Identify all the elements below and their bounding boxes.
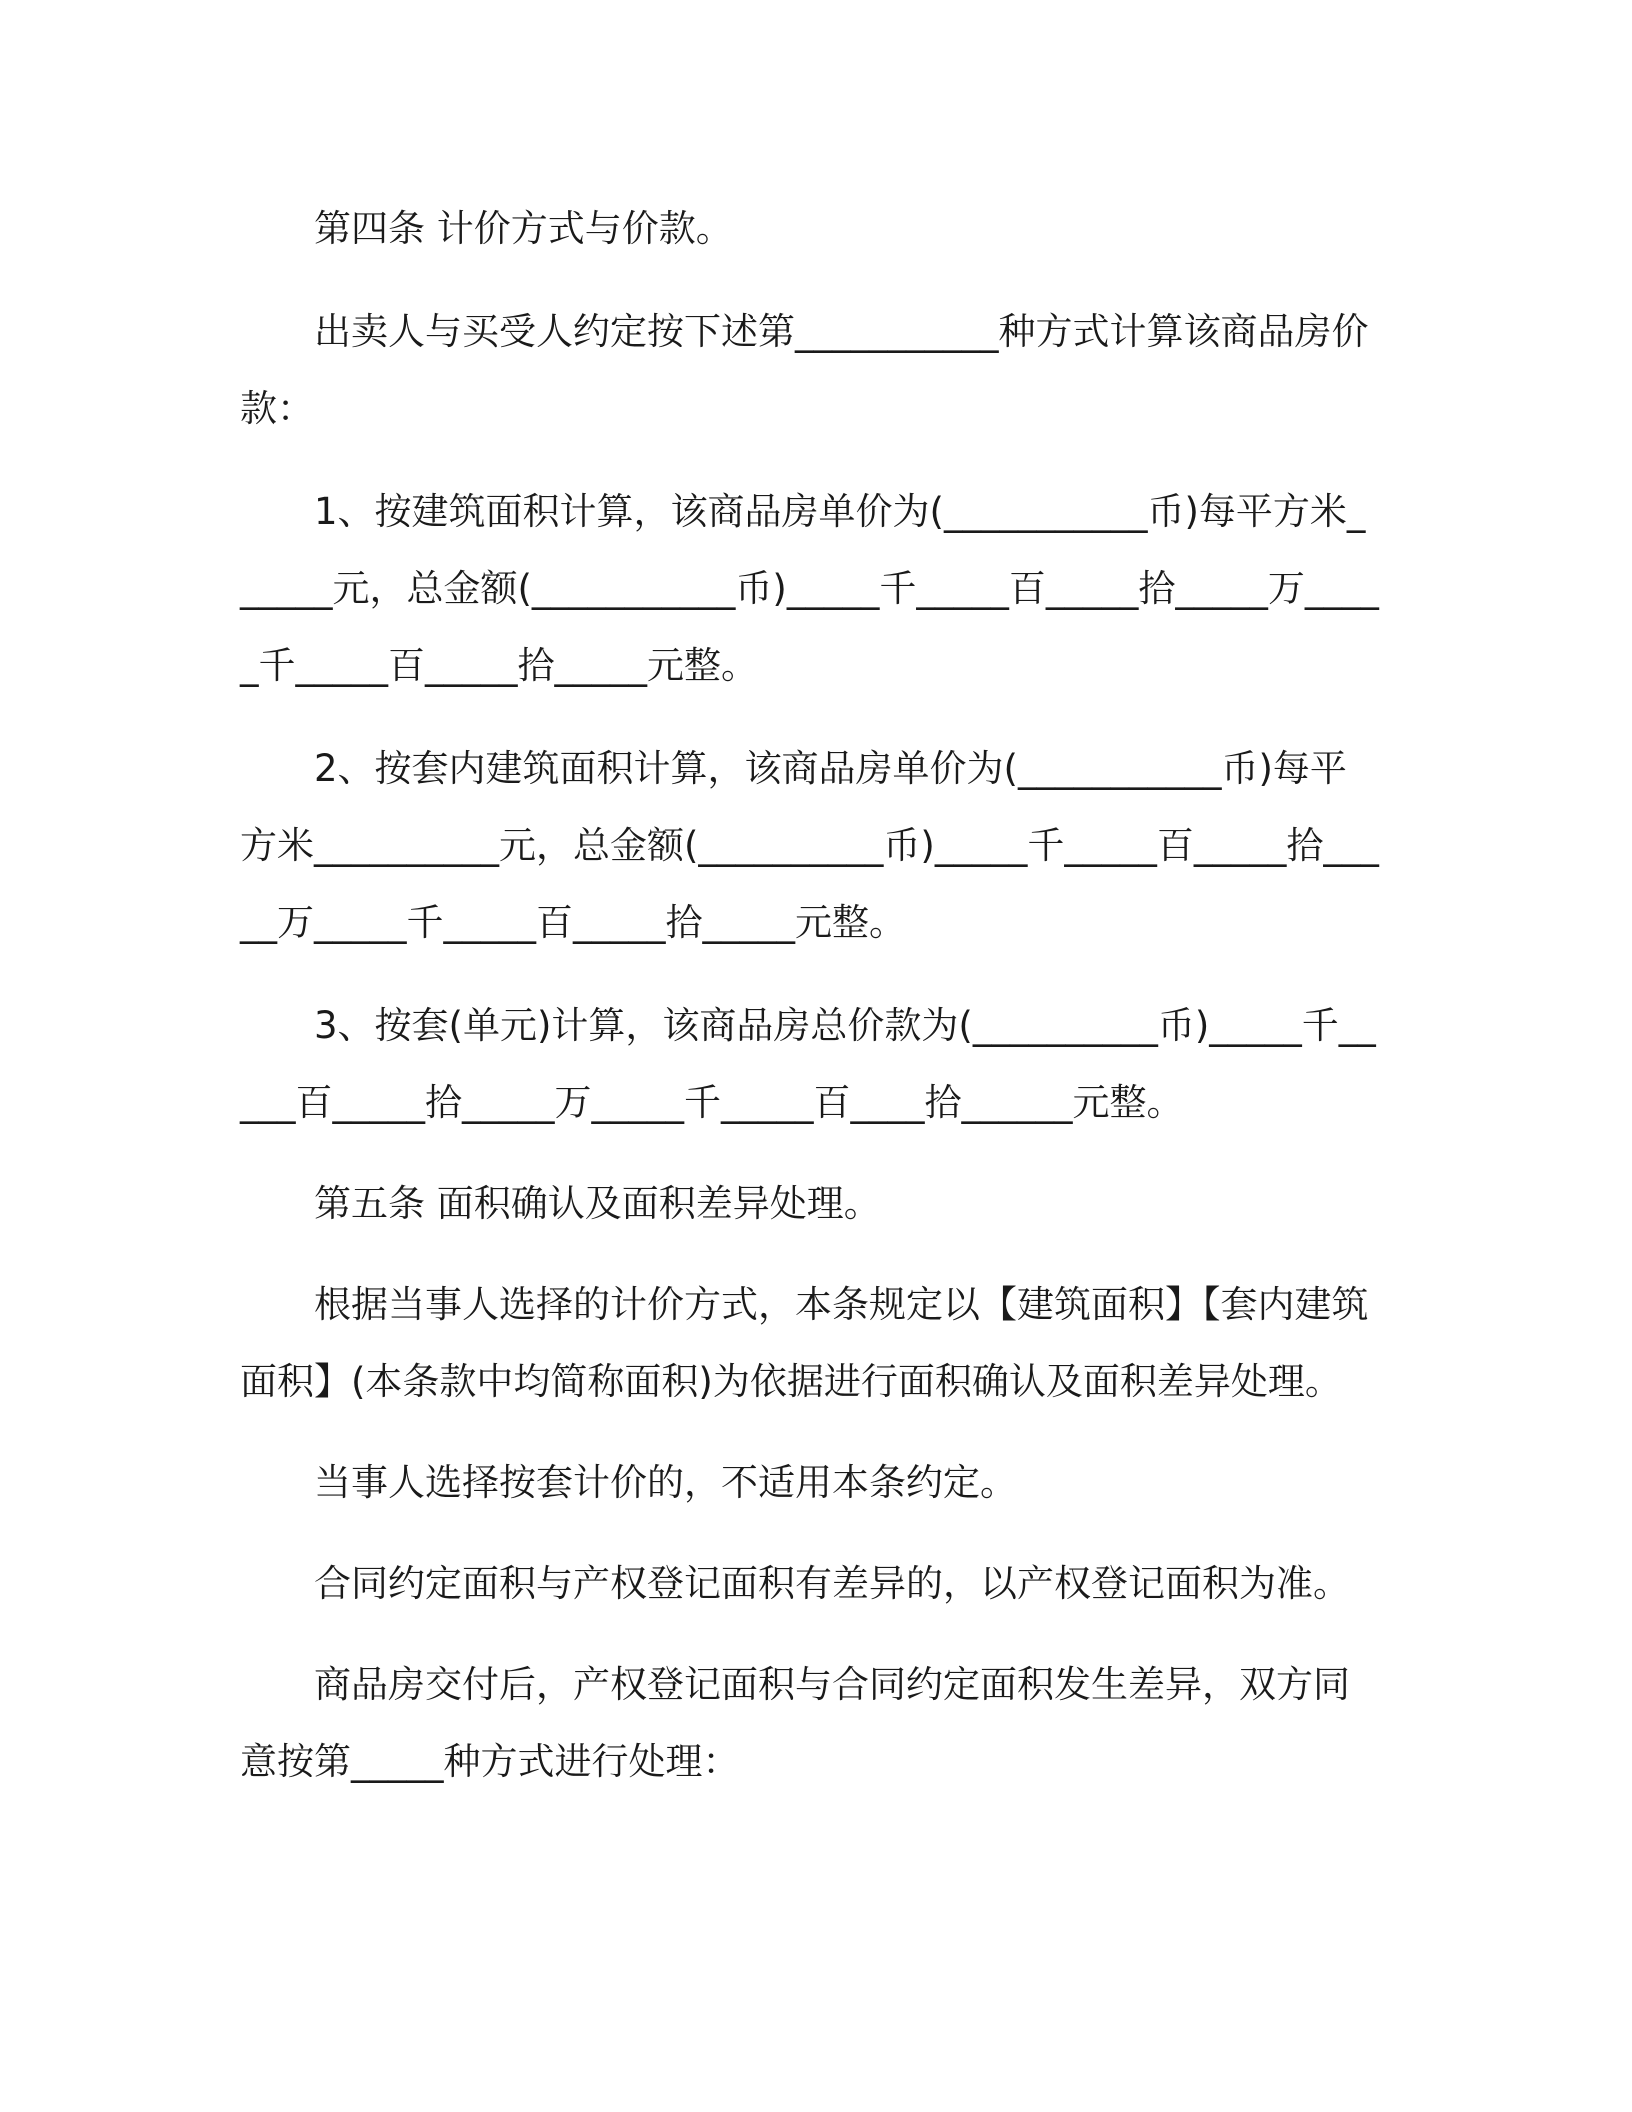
article-5-basis: 根据当事人选择的计价方式，本条规定以【建筑面积】【套内建筑面积】(本条款中均简称面积)为依据进行面积确认及面积差异处理。	[240, 1283, 1369, 1403]
article-5-exclusion: 当事人选择按套计价的，不适用本条约定。	[314, 1461, 1017, 1504]
article-5-handling: 商品房交付后，产权登记面积与合同约定面积发生差异，双方同意按第_____种方式进行处理：	[240, 1663, 1350, 1783]
pricing-method-3: 3、按套(单元)计算，该商品房总价款为(__________币)_____千_____百_____拾_____万_____千_____百____拾______元整。	[240, 1004, 1376, 1124]
article-4-title: 第四条 计价方式与价款。	[314, 207, 733, 250]
document-body	[240, 190, 1380, 1800]
article-5-standard: 合同约定面积与产权登记面积有差异的，以产权登记面积为准。	[314, 1562, 1350, 1605]
article-4-intro: 出卖人与买受人约定按下述第___________种方式计算该商品房价款：	[240, 310, 1369, 430]
article-5-title: 第五条 面积确认及面积差异处理。	[314, 1182, 881, 1225]
pricing-method-2: 2、按套内建筑面积计算，该商品房单价为(___________币)每平方米__________元，总金额(__________币)_____千_____百_____拾_____万_____千_____百_____拾_____元整。	[240, 747, 1379, 944]
pricing-method-1: 1、按建筑面积计算，该商品房单价为(___________币)每平方米______元，总金额(___________币)_____千_____百_____拾_____万_____千_____百_____拾_____元整。	[240, 490, 1379, 687]
